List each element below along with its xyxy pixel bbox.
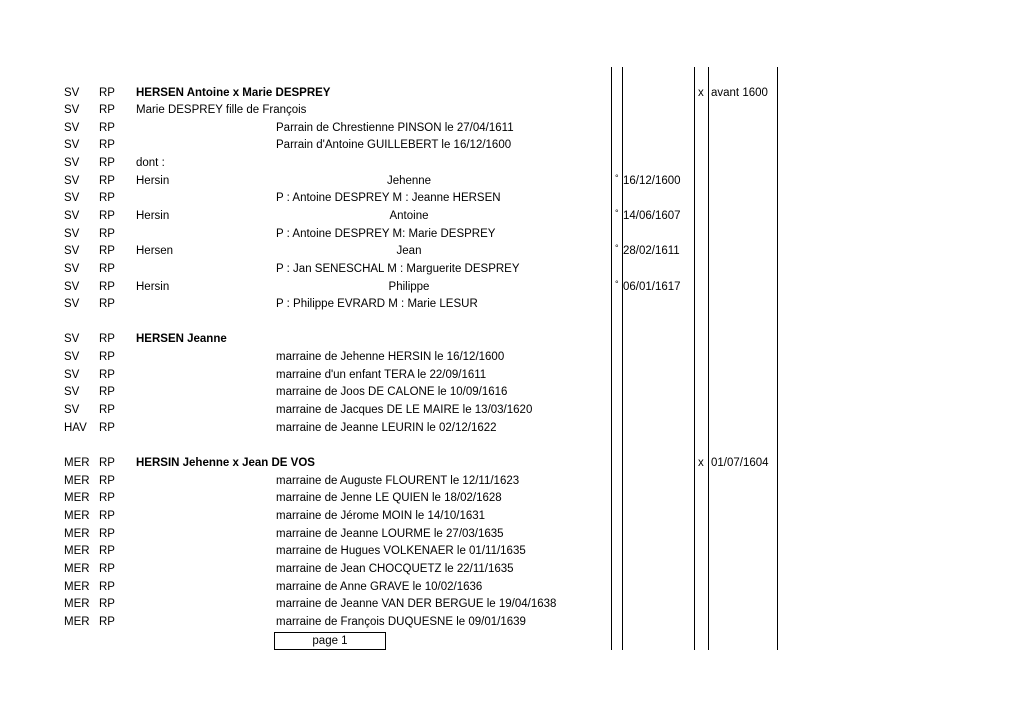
source-code: RP <box>99 157 115 169</box>
place-code: MER <box>64 492 90 504</box>
source-code: RP <box>99 545 115 557</box>
table-row <box>0 85 1024 102</box>
baptism-mark: ° <box>615 243 619 253</box>
table-row <box>0 508 1024 525</box>
place-code: SV <box>64 139 80 151</box>
entry-detail: marraine de Jenne LE QUIEN le 18/02/1628 <box>276 492 502 504</box>
place-code: SV <box>64 104 80 116</box>
entry-text: HERSIN Jehenne x Jean DE VOS <box>136 457 315 469</box>
source-code: RP <box>99 245 115 257</box>
place-code: SV <box>64 298 80 310</box>
place-code: SV <box>64 404 80 416</box>
entry-text: dont : <box>136 157 165 169</box>
entry-detail: marraine de Anne GRAVE le 10/02/1636 <box>276 581 483 593</box>
source-code: RP <box>99 563 115 575</box>
given-name: Jehenne <box>386 175 432 187</box>
table-row <box>0 243 1024 260</box>
marriage-mark: x <box>698 87 704 99</box>
baptism-mark: ° <box>615 208 619 218</box>
table-row <box>0 349 1024 366</box>
place-code: SV <box>64 87 80 99</box>
table-row <box>0 102 1024 119</box>
entry-detail: marraine de Jeanne LOURME le 27/03/1635 <box>276 528 504 540</box>
entry-text: HERSEN Jeanne <box>136 333 227 345</box>
place-code: SV <box>64 263 80 275</box>
source-code: RP <box>99 598 115 610</box>
entry-detail: marraine de Jehenne HERSIN le 16/12/1600 <box>276 351 505 363</box>
table-row <box>0 137 1024 154</box>
marriage-date: avant 1600 <box>711 87 768 99</box>
source-code: RP <box>99 281 115 293</box>
page-number-box: page 1 <box>274 632 386 650</box>
source-code: RP <box>99 192 115 204</box>
table-row <box>0 455 1024 472</box>
source-code: RP <box>99 510 115 522</box>
source-code: RP <box>99 616 115 628</box>
entry-text: Hersin <box>136 175 170 187</box>
place-code: MER <box>64 510 90 522</box>
place-code: SV <box>64 192 80 204</box>
place-code: MER <box>64 581 90 593</box>
entry-detail: Parrain de Chrestienne PINSON le 27/04/1611 <box>276 122 514 134</box>
source-code: RP <box>99 87 115 99</box>
table-row <box>0 420 1024 437</box>
marriage-date: 01/07/1604 <box>711 457 769 469</box>
entry-text: Hersin <box>136 281 170 293</box>
entry-text: Hersin <box>136 210 170 222</box>
entry-detail: marraine de Joos DE CALONE le 10/09/1616 <box>276 386 508 398</box>
table-row <box>0 120 1024 137</box>
source-code: RP <box>99 581 115 593</box>
table-row <box>0 208 1024 225</box>
source-code: RP <box>99 386 115 398</box>
place-code: MER <box>64 528 90 540</box>
table-row <box>0 190 1024 207</box>
place-code: SV <box>64 333 80 345</box>
table-row <box>0 261 1024 278</box>
source-code: RP <box>99 351 115 363</box>
entry-text: Marie DESPREY fille de François <box>136 104 307 116</box>
entry-text: Hersen <box>136 245 174 257</box>
place-code: SV <box>64 369 80 381</box>
source-code: RP <box>99 528 115 540</box>
source-code: RP <box>99 175 115 187</box>
entry-detail: marraine de Hugues VOLKENAER le 01/11/1635 <box>276 545 526 557</box>
table-row <box>0 473 1024 490</box>
place-code: MER <box>64 616 90 628</box>
table-row <box>0 155 1024 172</box>
table-row <box>0 543 1024 560</box>
given-name: Antoine <box>389 210 429 222</box>
source-code: RP <box>99 139 115 151</box>
table-row <box>0 331 1024 348</box>
baptism-date: 06/01/1617 <box>623 281 681 293</box>
table-row <box>0 490 1024 507</box>
place-code: MER <box>64 545 90 557</box>
entry-detail: marraine de Jacques DE LE MAIRE le 13/03/1620 <box>276 404 533 416</box>
entry-detail: marraine de Jean CHOCQUETZ le 22/11/1635 <box>276 563 514 575</box>
table-row <box>0 614 1024 631</box>
entry-detail: P : Antoine DESPREY M : Jeanne HERSEN <box>276 192 501 204</box>
given-name: Philippe <box>388 281 430 293</box>
entry-detail: P : Antoine DESPREY M: Marie DESPREY <box>276 228 496 240</box>
entry-detail: marraine de Jérome MOIN le 14/10/1631 <box>276 510 486 522</box>
table-row <box>0 561 1024 578</box>
baptism-date: 14/06/1607 <box>623 210 681 222</box>
entry-detail: P : Jan SENESCHAL M : Marguerite DESPREY <box>276 263 520 275</box>
entry-detail: Parrain d'Antoine GUILLEBERT le 16/12/1600 <box>276 139 512 151</box>
source-code: RP <box>99 122 115 134</box>
source-code: RP <box>99 422 115 434</box>
source-code: RP <box>99 298 115 310</box>
given-name: Jean <box>396 245 422 257</box>
entry-detail: marraine d'un enfant TERA le 22/09/1611 <box>276 369 487 381</box>
place-code: HAV <box>64 422 87 434</box>
marriage-mark: x <box>698 457 704 469</box>
source-code: RP <box>99 228 115 240</box>
table-row <box>0 579 1024 596</box>
source-code: RP <box>99 210 115 222</box>
baptism-mark: ° <box>615 173 619 183</box>
table-row <box>0 279 1024 296</box>
source-code: RP <box>99 492 115 504</box>
baptism-date: 16/12/1600 <box>623 175 681 187</box>
source-code: RP <box>99 404 115 416</box>
baptism-date: 28/02/1611 <box>623 245 680 257</box>
entry-detail: P : Philippe EVRARD M : Marie LESUR <box>276 298 478 310</box>
table-row <box>0 296 1024 313</box>
entry-detail: marraine de Jeanne LEURIN le 02/12/1622 <box>276 422 497 434</box>
source-code: RP <box>99 104 115 116</box>
entry-detail: marraine de Jeanne VAN DER BERGUE le 19/04/1638 <box>276 598 557 610</box>
baptism-mark: ° <box>615 279 619 289</box>
table-row <box>0 384 1024 401</box>
place-code: SV <box>64 351 80 363</box>
place-code: SV <box>64 245 80 257</box>
source-code: RP <box>99 263 115 275</box>
table-row <box>0 173 1024 190</box>
place-code: SV <box>64 281 80 293</box>
place-code: SV <box>64 210 80 222</box>
entry-detail: marraine de François DUQUESNE le 09/01/1639 <box>276 616 526 628</box>
place-code: SV <box>64 386 80 398</box>
source-code: RP <box>99 333 115 345</box>
place-code: MER <box>64 457 90 469</box>
source-code: RP <box>99 475 115 487</box>
table-row <box>0 226 1024 243</box>
place-code: SV <box>64 228 80 240</box>
place-code: SV <box>64 157 80 169</box>
place-code: MER <box>64 475 90 487</box>
table-row <box>0 402 1024 419</box>
place-code: MER <box>64 598 90 610</box>
table-row <box>0 596 1024 613</box>
table-row <box>0 526 1024 543</box>
source-code: RP <box>99 369 115 381</box>
entry-detail: marraine de Auguste FLOURENT le 12/11/1623 <box>276 475 520 487</box>
place-code: MER <box>64 563 90 575</box>
entry-text: HERSEN Antoine x Marie DESPREY <box>136 87 331 99</box>
place-code: SV <box>64 175 80 187</box>
place-code: SV <box>64 122 80 134</box>
source-code: RP <box>99 457 115 469</box>
table-row <box>0 367 1024 384</box>
